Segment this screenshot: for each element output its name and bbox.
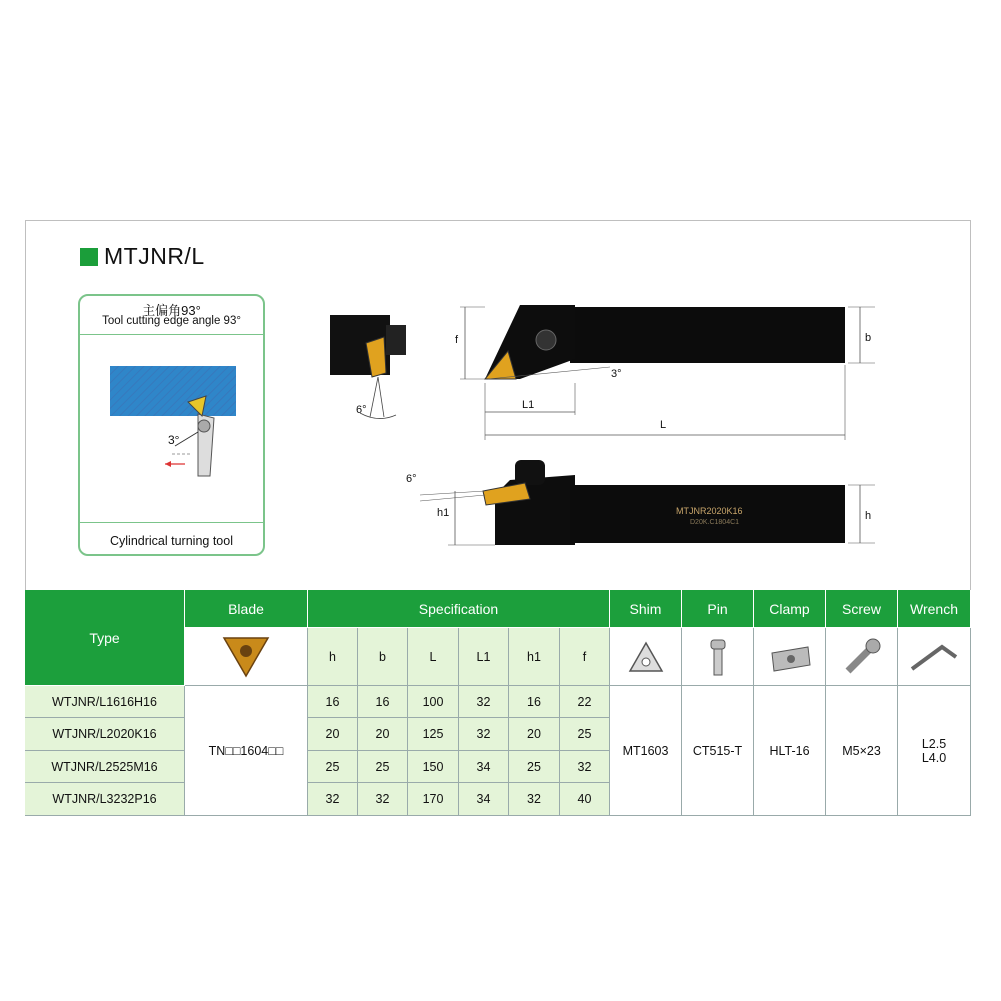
blade-image: [185, 628, 308, 686]
spec-cell: 34: [459, 751, 509, 783]
wrench-value: [898, 686, 971, 816]
wrench-icon: [908, 639, 960, 675]
clamp-icon: [768, 639, 812, 675]
header-specification: Specification: [308, 590, 610, 628]
pin-icon: [708, 636, 728, 678]
dim-b: b: [865, 332, 872, 344]
spec-cell: 125: [408, 718, 459, 751]
tool-engraving: MTJNR2020K16: [676, 506, 743, 516]
spec-cell: 25: [509, 751, 560, 783]
header-wrench: Wrench: [898, 590, 971, 628]
spec-cell: 25: [560, 718, 610, 751]
green-square-icon: [80, 248, 98, 266]
clamp-value: HLT-16: [754, 686, 826, 816]
dim-h1: h1: [437, 507, 450, 519]
callout-title-en: Tool cutting edge angle 93°: [102, 315, 241, 327]
shim-image: [610, 628, 682, 686]
tool-drawing: [320, 295, 920, 565]
callout-angle-label: 3°: [168, 433, 180, 447]
spec-cell: 20: [509, 718, 560, 751]
shim-icon: [626, 639, 666, 675]
spec-cell: 20: [308, 718, 358, 751]
spec-cell: 40: [560, 783, 610, 816]
pin-value: CT515-T: [682, 686, 754, 816]
dim-l1: L1: [522, 399, 535, 411]
spec-col-4: h1: [509, 628, 560, 686]
spec-cell: 170: [408, 783, 459, 816]
spec-cell: 34: [459, 783, 509, 816]
screw-icon: [840, 637, 884, 677]
spec-cell: 32: [459, 718, 509, 751]
table-row-type: WTJNR/L1616H16: [25, 686, 185, 718]
wrench-size: L2.5: [921, 736, 947, 751]
table-row-type: WTJNR/L2020K16: [25, 718, 185, 751]
spec-table: [25, 590, 971, 816]
spec-cell: 16: [308, 686, 358, 718]
triangle-insert-icon: [221, 634, 271, 680]
dim-f: f: [455, 334, 459, 346]
table-row-type: WTJNR/L2525M16: [25, 751, 185, 783]
section-title: [80, 243, 205, 270]
spec-cell: 150: [408, 751, 459, 783]
blade-value: TN□□1604□□: [185, 686, 308, 816]
clamp-image: [754, 628, 826, 686]
tool-engraving-sub: D20K.C1804C1: [690, 519, 740, 526]
spec-cell: 100: [408, 686, 459, 718]
header-clamp: Clamp: [754, 590, 826, 628]
dim-l: L: [660, 419, 667, 431]
clearance-angle: 3°: [611, 368, 622, 380]
turning-illustration: [80, 336, 263, 522]
shim-value: MT1603: [610, 686, 682, 816]
callout-title-cn: 主偏角93°: [142, 303, 201, 318]
spec-cell: 32: [509, 783, 560, 816]
product-code: MTJNR/L: [104, 243, 205, 269]
cutting-angle-callout: [78, 294, 265, 556]
spec-cell: 32: [459, 686, 509, 718]
dim-h: h: [865, 510, 872, 522]
front-angle: 6°: [406, 473, 417, 485]
spec-cell: 32: [358, 783, 408, 816]
callout-footer: Cylindrical turning tool: [110, 534, 233, 548]
spec-cell: 16: [509, 686, 560, 718]
spec-cell: 32: [560, 751, 610, 783]
header-blade: Blade: [185, 590, 308, 628]
spec-col-0: h: [308, 628, 358, 686]
wrench-size: L4.0: [921, 750, 947, 765]
header-pin: Pin: [682, 590, 754, 628]
screw-value: M5×23: [826, 686, 898, 816]
spec-cell: 32: [308, 783, 358, 816]
screw-image: [826, 628, 898, 686]
spec-col-3: L1: [459, 628, 509, 686]
spec-col-5: f: [560, 628, 610, 686]
spec-cell: 25: [358, 751, 408, 783]
wrench-image: [898, 628, 971, 686]
spec-cell: 22: [560, 686, 610, 718]
header-shim: Shim: [610, 590, 682, 628]
header-type: Type: [25, 590, 185, 686]
spec-cell: 20: [358, 718, 408, 751]
spec-col-2: L: [408, 628, 459, 686]
header-screw: Screw: [826, 590, 898, 628]
end-view-angle: 6°: [356, 404, 367, 416]
pin-image: [682, 628, 754, 686]
table-row-type: WTJNR/L3232P16: [25, 783, 185, 816]
spec-col-1: b: [358, 628, 408, 686]
spec-cell: 25: [308, 751, 358, 783]
spec-cell: 16: [358, 686, 408, 718]
